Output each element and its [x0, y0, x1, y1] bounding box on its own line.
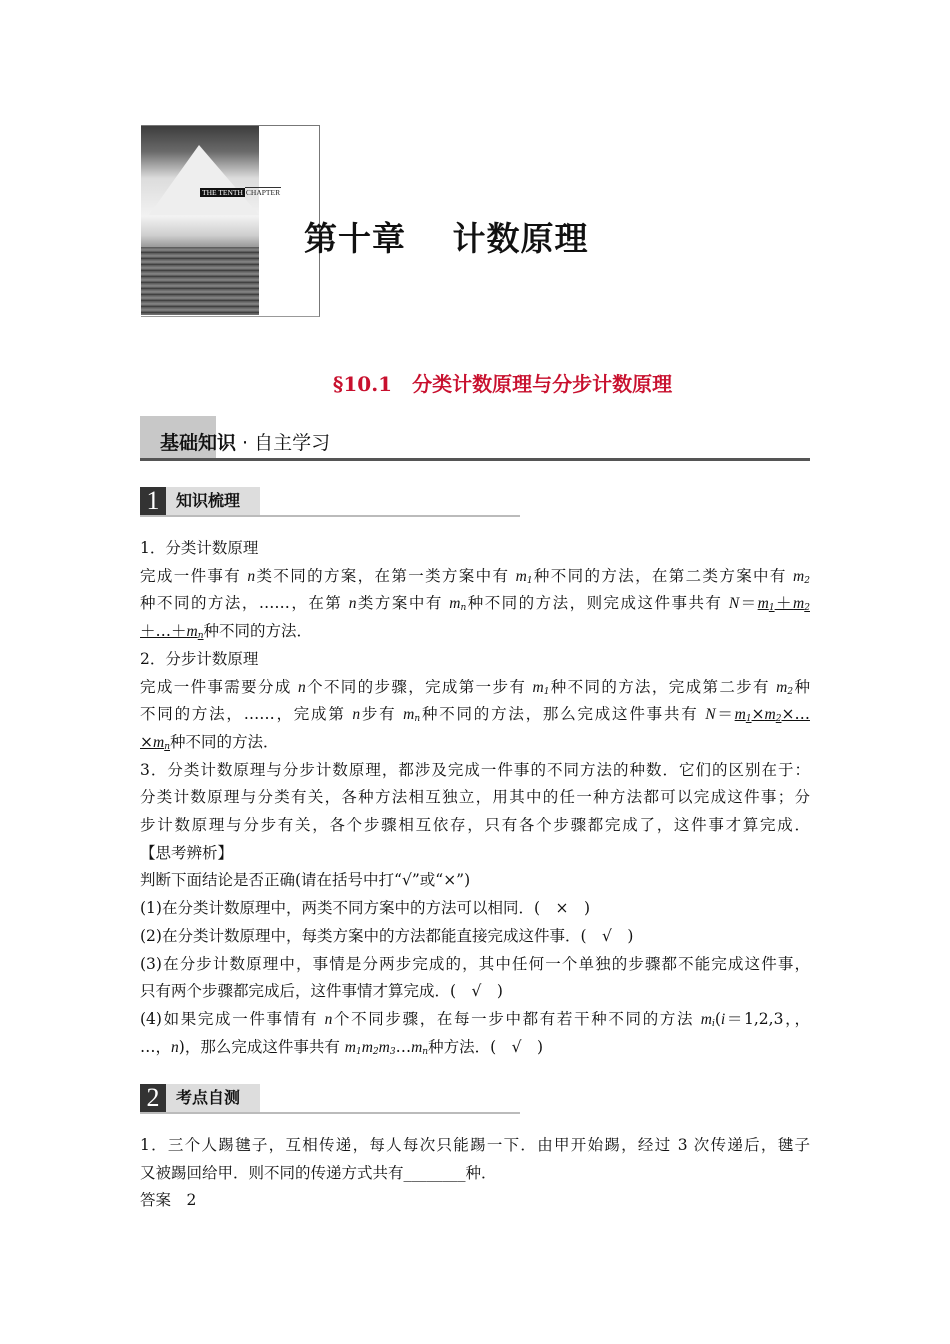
text-line [140, 1135, 810, 1155]
math-symbol: n [460, 603, 467, 614]
text-segment: 完成一件事需要分成 [140, 677, 298, 696]
text-segment: …， [140, 1037, 172, 1056]
math-symbol: n [348, 595, 357, 613]
math-symbol: m [757, 595, 769, 613]
math-symbol: 2 [804, 575, 810, 586]
text-line [140, 1037, 810, 1062]
subheading-knowledge [140, 487, 520, 517]
chapter-en-dark: THE TENTH [202, 188, 243, 197]
text-segment: 不同的方法，……，完成第 [140, 705, 353, 724]
text-segment: 种 [793, 677, 810, 696]
text-segment: 步有 [360, 705, 404, 724]
math-symbol: n [247, 567, 256, 585]
chapter-title: 第十章 计数原理 [304, 219, 589, 258]
text-segment: 只有两个步骤都完成后，这件事情才算完成．( √ ) [140, 982, 503, 1001]
text-line [140, 843, 810, 863]
text-segment: 3．分类计数原理与分步计数原理，都涉及完成一件事的不同方法的种数．它们的区别在于： [140, 760, 810, 779]
text-segment: 1．三个人踢毽子，互相传递，每人每次只能踢一下．由甲开始踢，经过 3 次传递后，毽子 [140, 1136, 810, 1154]
text-segment: 个不同的步骤，完成第一步有 [305, 677, 533, 696]
subheading-label: 知识梳理 [166, 487, 260, 515]
chapter-english-label [200, 188, 281, 197]
text-segment: 类不同的方案，在第一类方案中有 [255, 566, 516, 585]
math-symbol: n [297, 678, 306, 696]
text-line [140, 954, 810, 974]
text-segment: 种方法．( √ ) [428, 1037, 544, 1056]
math-symbol: m [411, 1038, 423, 1056]
math-symbol: m [734, 706, 746, 724]
math-symbol: n [352, 706, 361, 724]
math-symbol: 1 [768, 603, 775, 614]
text-line [140, 815, 810, 835]
text-segment: ＋…＋ [140, 622, 187, 641]
text-segment: (2)在分类计数原理中，每类方案中的方法都能直接完成这件事．( √ ) [140, 926, 634, 945]
math-symbol: m [700, 1010, 712, 1028]
text-line [140, 538, 810, 558]
math-symbol: n [414, 714, 421, 725]
text-segment: 种不同的方法，完成第二步有 [549, 677, 777, 696]
text-line [140, 1009, 810, 1034]
math-symbol: N [728, 595, 740, 613]
math-symbol: m [515, 567, 527, 585]
text-segment: 判断下面结论是否正确(请在括号中打“√”或“×”) [140, 871, 471, 890]
section-title: §10.1 分类计数原理与分步计数原理 [332, 372, 673, 396]
subheading-label: 考点自测 [166, 1084, 260, 1112]
math-symbol: m [403, 706, 415, 724]
math-symbol: 2 [775, 714, 782, 725]
chapter-frame [141, 125, 320, 317]
math-symbol: m [186, 623, 198, 641]
text-segment: (4)如果完成一件事情有 [140, 1009, 325, 1028]
text-line [140, 649, 810, 669]
text-segment: 种不同的方法，在第二类方案中有 [532, 566, 794, 585]
band-rest: · 自主学习 [236, 432, 331, 454]
math-symbol: n [324, 1010, 333, 1028]
text-segment: 2．分步计数原理 [140, 649, 259, 668]
text-segment: 步计数原理与分步有关，各个步骤相互依存，只有各个步骤都完成了，这件事才算完成． [140, 816, 810, 834]
math-symbol: m [764, 706, 776, 724]
text-segment: 分类计数原理与分类有关，各种方法相互独立，用其中的任一种方法都可以完成这件事；分 [140, 788, 810, 807]
math-symbol: m [776, 678, 788, 696]
text-segment: 种． [465, 1163, 497, 1182]
text-segment: 1．分类计数原理 [140, 539, 259, 557]
text-line [140, 898, 810, 918]
subheading-number: 2 [140, 1084, 166, 1112]
math-symbol: 1 [745, 714, 752, 725]
text-segment: 种不同的方法，那么完成这件事共有 [420, 705, 706, 724]
subheading-number: 1 [140, 487, 166, 515]
text-line [140, 566, 810, 591]
math-symbol: i [720, 1010, 726, 1028]
text-line [140, 732, 810, 757]
math-symbol: 3 [389, 1046, 396, 1057]
text-segment: 种不同的方法． [170, 732, 279, 751]
text-line [140, 981, 810, 1001]
math-symbol: m [793, 567, 805, 585]
text-segment: ＝ [739, 594, 758, 613]
text-line [140, 870, 810, 890]
text-line [140, 1190, 810, 1210]
text-line [140, 677, 810, 702]
text-segment: 种不同的方法，则完成这件事共有 [466, 594, 729, 613]
text-segment: (1)在分类计数原理中，两类不同方案中的方法可以相同．( × ) [140, 899, 591, 918]
text-line [140, 621, 810, 646]
text-line [140, 593, 810, 618]
section-band [140, 416, 810, 461]
math-symbol: 1 [526, 575, 533, 586]
text-segment: ×… [781, 705, 810, 724]
text-line [140, 760, 810, 780]
math-symbol: m [378, 1038, 390, 1056]
subheading-self-test [140, 1084, 520, 1114]
text-segment: 完成一件事有 [140, 566, 248, 585]
math-symbol: N [705, 706, 716, 724]
text-segment: ( [714, 1009, 721, 1028]
math-symbol: n [422, 1046, 429, 1057]
math-symbol: m [449, 595, 461, 613]
math-symbol: n [171, 1038, 179, 1056]
math-symbol: i [711, 1018, 715, 1029]
math-symbol: m [532, 678, 544, 696]
text-segment: … [395, 1037, 412, 1056]
text-segment: 【思考辨析】 [140, 843, 234, 862]
math-symbol: 2 [787, 686, 794, 697]
math-symbol: 2 [804, 603, 810, 614]
text-segment: 又被踢回给甲．则不同的传递方式共有 [140, 1163, 404, 1182]
band-bold: 基础知识 [160, 432, 237, 454]
text-segment: 个不同步骤，在每一步中都有若干种不同的方法 [332, 1009, 701, 1028]
math-symbol: n [164, 741, 170, 752]
text-line [140, 787, 810, 807]
text-segment: )，那么完成这件事共有 [178, 1037, 345, 1056]
text-segment: 种不同的方法，……，在第 [140, 594, 349, 613]
math-symbol: m [793, 595, 805, 613]
math-symbol: n [197, 631, 204, 642]
chapter-en-light: CHAPTER [245, 188, 281, 197]
text-line [140, 704, 810, 729]
math-symbol: 2 [372, 1046, 379, 1057]
text-segment: ＝ [715, 705, 735, 724]
text-segment: × [751, 705, 765, 724]
math-symbol: 1 [355, 1046, 362, 1057]
text-segment: ________ [403, 1163, 466, 1182]
math-symbol: m [153, 733, 165, 751]
text-segment: 答案 2 [140, 1191, 197, 1210]
math-symbol: m [361, 1038, 373, 1056]
text-segment: 类方案中有 [356, 594, 450, 613]
text-segment: ＋ [774, 594, 794, 613]
math-symbol: m [344, 1038, 356, 1056]
text-segment: 种不同的方法． [203, 622, 313, 641]
text-line [140, 926, 810, 946]
text-segment: (3)在分步计数原理中，事情是分两步完成的，其中任何一个单独的步骤都不能完成这件事， [140, 954, 810, 973]
text-line [140, 1163, 810, 1183]
text-segment: × [140, 732, 153, 751]
text-segment: ＝1,2,3，， [725, 1009, 810, 1028]
math-symbol: 1 [543, 686, 550, 697]
